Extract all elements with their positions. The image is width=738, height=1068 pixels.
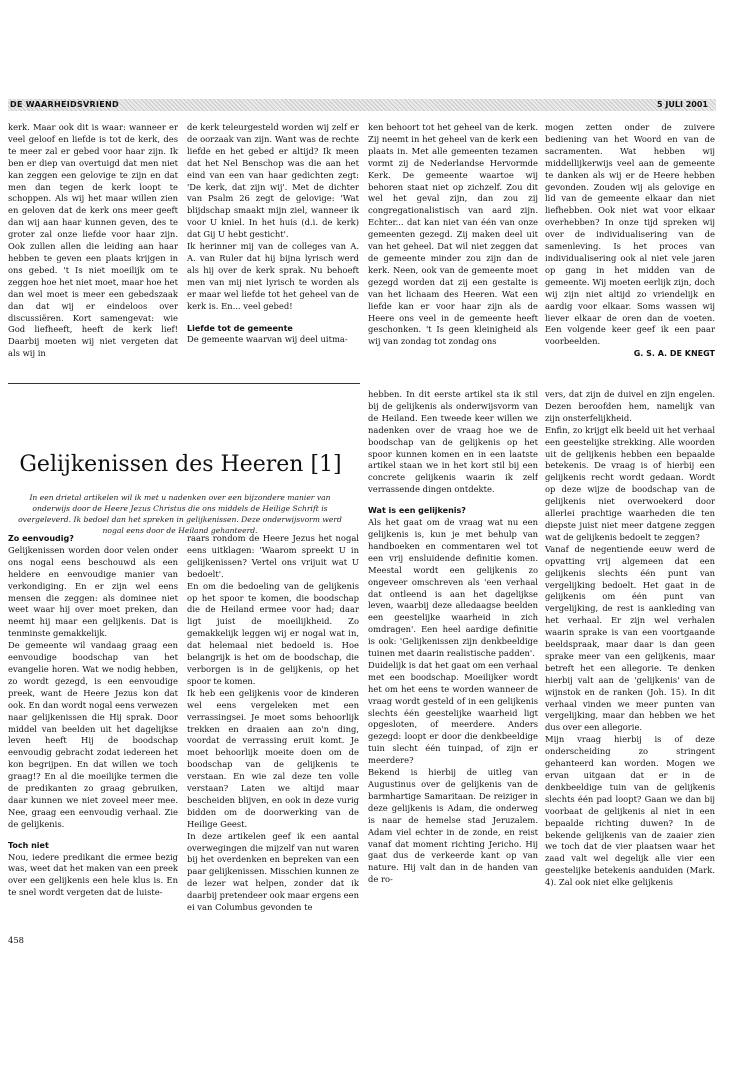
paragraph: En om die bedoeling van de gelijkenis op het spoor te komen, die boodschap die de Heiland ermee voor had; daar ligt juist de moeilijkheid. Zo gemakkelijk leggen wij er nogal wat in, dat helemaal niet bedoeld is. Hoe belangrijk is het om de boodschap, die verborgen is in de gelijkenis, op het spoor te komen.: [187, 580, 359, 686]
paragraph: Mijn vraag hierbij is of deze onderscheiding zo stringent gehanteerd kan worden. Mogen we ervan uitgaan dat er in de denkbeeldige tuin van de gelijkenis slechts één pad loopt? Gaan we dan bij voorbaat de gelijkenis al niet in een bepaalde richting duwen? In de bekende gelijkenis van de zaaier zien we toch dat de vier plaatsen waar het zaad valt wel degelijk alle vier een geestelijke betekenis aanduiden (Mark. 4). Zal ook niet elke gelijkenis: [545, 734, 715, 888]
paragraph: Enfin, zo krijgt elk beeld uit het verhaal een geestelijke strekking. Alle woorden uit de gelijkenis hebben een bepaalde betekenis. De vraag is of hierbij een gelijkenis recht wordt gedaan. Wordt op deze wijze de boodschap van de gelijkenis niet overwoekerd door allerlei prachtige waarheden die ten diepste juist niet meer datgene zeggen wat de gelijkenis bedoelt te zeggen?: [545, 424, 715, 542]
section-heading: Zo eenvoudig?: [8, 534, 74, 543]
section-heading: Wat is een gelijkenis?: [368, 506, 466, 516]
publication-name: DE WAARHEIDSVRIEND: [10, 100, 119, 109]
top-column-4: [545, 122, 715, 384]
article-intro: In een drietal artikelen wil ik met u nadenken over een bijzondere manier van onderwijs door de Heere Jezus Christus die ons middels de Heilige Schrift is overgeleverd. Ik bedoel dan het spreken in gelijkenissen. Deze onderwijsvorm werd nogal eens door de Heiland gehanteerd.: [18, 493, 342, 535]
paragraph: Ik herinner mij van de colleges van A. A. van Ruler dat hij bijna lyrisch werd als hij over de kerk sprak. Nu behoeft men van mij niet lyrisch te worden als er maar wel liefde tot het geheel van de kerk is. En... veel gebed!: [187, 241, 359, 311]
paragraph: Duidelijk is dat het gaat om een verhaal met een boodschap. Moeilijker wordt het om het eens te worden wanneer de vraag wordt gesteld of in een gelijkenis slechts één geestelijke waarheid ligt opgesloten, of meerdere. Anders gezegd: loopt er door die denkbeeldige tuin slecht één tuinpad, of zijn er meerdere?: [368, 659, 538, 766]
paragraph: De gemeente wil vandaag graag een eenvoudige boodschap van het evangelie horen. Wat we nodig hebben, zo wordt gezegd, is een eenvoudige preek, want de Heere Jezus kon dat ook. En dan wordt nogal eens verwezen naar gelijkenissen die Hij sprak. Door middel van beelden uit het dagelijkse leven heeft Hij de boodschap eenvoudig gebracht zodat iedereen het kon begrijpen. En dat willen we toch graag!? En al die moeilijke termen die de predikanten zo graag gebruiken, daar kunnen we niet zoveel meer mee. Nee, graag een eenvoudig verhaal. Zie de gelijkenis.: [8, 640, 178, 829]
paragraph: Vanaf de negentiende eeuw werd de opvatting vrij algemeen dat een gelijkenis slechts één punt van vergelijking bedoelt. Het gaat in de gelijkenis om één punt van vergelijking, de rest is aankleding van het verhaal. Er zijn wel verhalen waarin sprake is van een voortgaande beeldspraak, maar daar is dan geen sprake meer van een gelijkenis, maar betreft het een allegorie. Te denken hierbij valt aan de 'gelijkenis' van de wijnstok en de ranken (Joh. 15). In dit verhaal vinden we meer punten van vergelijking, maar dan hebben we het dus over een allegorie.: [545, 543, 715, 733]
spacer: [368, 496, 538, 505]
top-column-3: [368, 122, 538, 384]
paragraph: Gelijkenissen worden door velen onder ons nogal eens beschouwd als een heldere en eenvoudige manier van verkondiging. En er zijn wel eens mensen die zeggen: als dominee niet weet waar hij over moet preken, dan neemt hij maar een gelijkenis. Dat is tenminste gemakkelijk.: [8, 544, 178, 639]
spacer: [8, 831, 178, 840]
paragraph: mogen zetten onder de zuivere bediening van het Woord en van de sacramenten. Wat hebben wij middellijkerwijs veel aan de gemeente te danken als wij er de Heere hebben gevonden. Zouden wij als gelovige en lid van de gemeente elkaar dan niet liefhebben. Ook niet wat voor elkaar overhebben? In onze tijd spreken wij over de individualisering van de samenleving. Is het proces van individualisering ook al niet vele jaren op gang in het midden van de gemeente. Wij moeten eerlijk zijn, doch wij zijn niet altijd zo vriendelijk en aardig voor elkaar. Soms wassen wij liever elkaar de oren dan de voeten. Een volgende keer geef ik een paar voorbeelden.: [545, 122, 715, 347]
paragraph: In deze artikelen geef ik een aantal overwegingen die mijzelf van nut waren bij het overdenken en bepreken van een paar gelijkenissen. Misschien kunnen ze de lezer wat helpen, zonder dat ik daarbij pretendeer ook maar ergens een ei van Columbus gevonden te: [187, 830, 359, 913]
paragraph: ken behoort tot het geheel van de kerk. Zij neemt in het geheel van de kerk een plaats in. Met alle gemeenten tezamen vormt zij de Nederlandse Hervormde Kerk. De gemeente waartoe wij behoren staat niet op zichzelf. Zou dit wel het geval zijn, dan zou zij congregationalistisch van aard zijn. Echter... dat kan niet van één van onze gemeenten gezegd. Zij maken deel uit van het geheel. Dat wil niet zeggen dat de gemeente minder zou zijn dan de kerk. Neen, ook van de gemeente moet gezegd worden dat zij een gestalte is van het lichaam des Heeren. Wat een liefde kan er voor haar zijn als de Heere ons veel in de gemeente heeft geschonken. 't Is geen kleinigheid als wij van zondag tot zondag ons: [368, 122, 538, 347]
article-column-1: [8, 533, 178, 931]
divider: [8, 383, 360, 384]
paragraph: hebben. In dit eerste artikel sta ik stil bij de gelijkenis als onderwijsvorm van de Heiland. Een tweede keer willen we nadenken over de vraag hoe we de boodschap van de gelijkenis op het spoor kunnen komen en in een laatste artikel staan we in het kort stil bij een concrete gelijkenis waarin ik zelf verrassende dingen ontdekte.: [368, 389, 538, 495]
paragraph: raars rondom de Heere Jezus het nogal eens uitklagen: 'Waarom spreekt U in gelijkenissen? Vertel ons vrijuit wat U bedoelt'.: [187, 533, 359, 579]
paragraph: Als het gaat om de vraag wat nu een gelijkenis is, kun je met behulp van handboeken en commentaren wel tot een vrij ensluidende definitie komen. Meestal wordt een gelijkenis zo ongeveer omschreven als 'een verhaal dat ontleend is aan het dagelijkse leven, waarbij deze alledaagse beelden een geestelijke waarheid in zich omdragen'. Een heel aardige definitie is ook: 'Gelijkenissen zijn denkbeeldige tuinen met daarin realistische padden'.: [368, 517, 538, 659]
paragraph: kerk. Maar ook dit is waar: wanneer er veel geloof en liefde is tot de kerk, des te meer zal er gebed voor haar zijn. Ik ben er diep van overtuigd dat men niet kan zeggen een gelovige te zijn en dat men dan tegen de kerk loopt te schoppen. Als wij het maar willen zien en geloven dat de kerk ons meer geeft dan wij aan haar kunnen geven, des te groter zal onze liefde voor haar zijn. Ook zullen allen die leiding aan haar hebben te geven een plaats krijgen in ons gebed. 't Is niet moeilijk om te zeggen hoe het niet moet, maar hoe het dan wel moet is meer een gebedszaak dan dat wij er eindeloos over discussiëren. Kort samengevat: wie God liefheeft, heeft de kerk lief! Daarbij moeten wij niet vergeten dat als wij in: [8, 122, 178, 359]
paragraph: Bekend is hierbij de uitleg van Augustinus over de gelijkenis van de barmhartige Samaritaan. De reiziger in deze gelijkenis is Adam, die onderweg is naar de hemelse stad Jeruzalem. Adam viel echter in de zonde, en reist vanaf dat moment richting Jericho. Hij gaat dus de verkeerde kant op van nature. Hij valt dan in de handen van de ro-: [368, 767, 538, 885]
section-heading: Toch niet: [8, 840, 49, 850]
author-signature: G. S. A. DE KNEGT: [633, 349, 715, 359]
article-column-4: [545, 389, 715, 951]
top-column-1: [8, 122, 178, 378]
top-column-2: [187, 122, 359, 384]
article-column-3: [368, 389, 538, 951]
paragraph: Nou, iedere predikant die ermee bezig was, weet dat het maken van een preek over een gelijkenis een hele klus is. En te snel wordt vergeten dat de luiste-: [8, 851, 178, 898]
page-number: 458: [8, 935, 24, 945]
article-title: Gelijkenissen des Heeren [1]: [19, 452, 342, 477]
paragraph: vers, dat zijn de duivel en zijn engelen. Dezen beroofden hem, namelijk van zijn onsterfelijkheid.: [545, 389, 715, 423]
publication-date: 5 JULI 2001: [657, 100, 708, 109]
article-column-2: [187, 533, 359, 953]
paragraph: de kerk teleurgesteld worden wij zelf er de oorzaak van zijn. Want was de rechte liefde en het gebed er altijd? Ik meen dat het Nel Benschop was die aan het eind van een van haar gedichten zegt: 'De kerk, dat zijn wij'. Met de dichter van Psalm 26 zegt de gelovige: 'Wat blijdschap smaakt mijn ziel, wanneer ik voor U kniel. In het huis (d.i. de kerk) dat Gij U hebt gesticht'.: [187, 122, 359, 240]
paragraph: Ik heb een gelijkenis voor de kinderen wel eens vergeleken met een verrassingsei. Je moet soms behoorlijk trekken en draaien aan zo'n ding, voordat de verrassing eruit komt. Je moet behoorlijk moeite doen om de boodschap van de gelijkenis te verstaan. En wie zal deze ten volle verstaan? Laten we altijd maar bescheiden blijven, en ook in deze vurig bidden om de doorwerking van de Heilige Geest.: [187, 687, 359, 829]
section-heading: Liefde tot de gemeente: [187, 323, 293, 333]
paragraph: De gemeente waarvan wij deel uitma-: [187, 334, 348, 345]
